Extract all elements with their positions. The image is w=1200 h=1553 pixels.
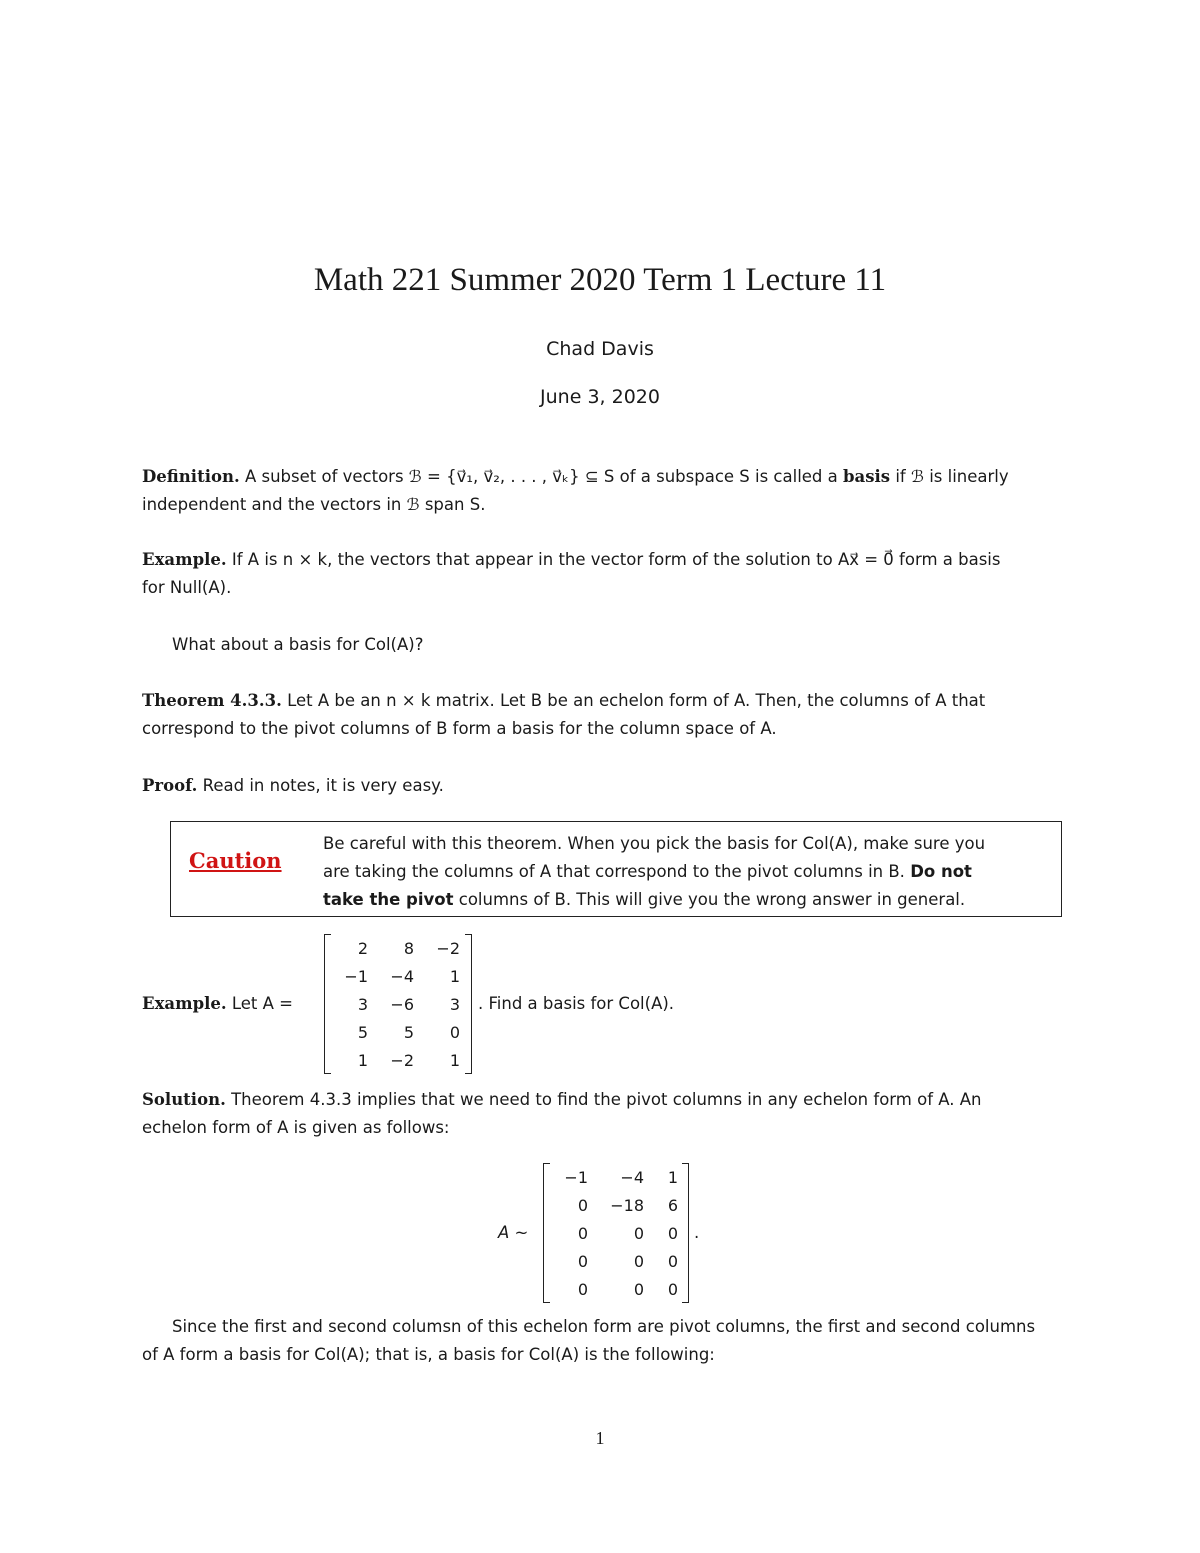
matrix-echelon-cell-3-0: 0 [577,1252,588,1271]
matrix-echelon-right-bracket [682,1163,689,1303]
matrix-echelon-cell-1-2: 6 [667,1196,678,1215]
caution-line-2-bold: Do not [910,862,972,881]
matrix-a-cell-2-2: 3 [449,995,460,1014]
definition-text-1-end: if ℬ is linearly [895,467,1009,486]
solution-label: Solution. [142,1090,226,1109]
example2-label: Example. [142,994,227,1013]
caution-label: Caution [189,848,282,873]
matrix-echelon-cell-0-1: −4 [620,1168,644,1187]
proof-text: Read in notes, it is very easy. [202,776,444,795]
proof-label: Proof. [142,776,198,795]
matrix-a-cell-4-0: 1 [357,1051,368,1070]
caution-line-1: Be careful with this theorem. When you pick the basis for Col(A), make sure you [323,834,986,853]
solution-text-1: Theorem 4.3.3 implies that we need to find the pivot columns in any echelon form of A. An [231,1090,982,1109]
matrix-echelon-cell-2-1: 0 [633,1224,644,1243]
definition-label: Definition. [142,467,240,486]
matrix-a-cell-0-2: −2 [436,939,460,958]
matrix-a-cell-2-0: 3 [357,995,368,1014]
caution-line-3: columns of B. This will give you the wrong answer in general. [458,890,966,909]
theorem-text-2: correspond to the pivot columns of B form a basis for the column space of A. [142,719,777,738]
matrix-echelon-cell-4-0: 0 [577,1280,588,1299]
definition-bold-word: basis [843,467,891,486]
matrix-a-cell-3-1: 5 [403,1023,414,1042]
example1-label: Example. [142,550,227,569]
matrix-echelon-cell-4-2: 0 [667,1280,678,1299]
matrix-echelon-cell-2-0: 0 [577,1224,588,1243]
matrix-a-left-bracket [324,934,331,1074]
caution-line-2: are taking the columns of A that correspond to the pivot columns in B. [323,862,905,881]
caution-text [323,830,1043,914]
example2-tail: . Find a basis for Col(A). [478,994,675,1013]
matrix-echelon-cell-2-2: 0 [667,1224,678,1243]
matrix-a-cell-4-2: 1 [449,1051,460,1070]
matrix-a-cell-0-1: 8 [403,939,414,958]
caution-box [170,821,1062,917]
theorem-paragraph [142,687,1060,743]
matrix-echelon-left-bracket [543,1163,550,1303]
theorem-label: Theorem 4.3.3. [142,691,282,710]
matrix-a-cell-1-2: 1 [449,967,460,986]
conclusion-text-1: Since the first and second columsn of this echelon form are pivot columns, the first and second columns [172,1317,1036,1336]
matrix-a-cell-1-0: −1 [344,967,368,986]
matrix-echelon-cell-0-2: 1 [667,1168,678,1187]
matrix-a [336,935,460,1075]
definition-paragraph [142,463,1060,519]
caution-line-3-bold: take the pivot [323,890,454,909]
theorem-text-1: Let A be an n × k matrix. Let B be an echelon form of A. Then, the columns of A that [287,691,986,710]
question-text: What about a basis for Col(A)? [172,635,424,654]
example2-lead [142,990,293,1018]
echelon-period: . [694,1223,700,1242]
solution-text-2: echelon form of A is given as follows: [142,1118,450,1137]
date: June 3, 2020 [540,386,660,408]
matrix-echelon-cell-0-0: −1 [564,1168,588,1187]
matrix-a-cell-1-1: −4 [390,967,414,986]
proof-paragraph [142,772,1060,800]
example1-text-2: for Null(A). [142,578,232,597]
matrix-a-cell-0-0: 2 [357,939,368,958]
matrix-a-cell-2-1: −6 [390,995,414,1014]
solution-paragraph [142,1086,1060,1142]
document-title: Math 221 Summer 2020 Term 1 Lecture 11 [313,262,887,298]
definition-text-1: A subset of vectors ℬ = {v⃗₁, v⃗₂, . . . , v⃗ₖ} ⊆ S of a subspace S is called a [244,467,838,486]
matrix-a-cell-3-0: 5 [357,1023,368,1042]
matrix-echelon-cell-3-2: 0 [667,1252,678,1271]
matrix-echelon-cell-3-1: 0 [633,1252,644,1271]
question-paragraph [172,631,1052,659]
echelon-lhs: A ∼ [498,1223,529,1242]
page-number: 1 [595,1428,605,1448]
conclusion-text-2: of A form a basis for Col(A); that is, a basis for Col(A) is the following: [142,1345,715,1364]
definition-text-2: independent and the vectors in ℬ span S. [142,495,486,514]
matrix-echelon-cell-1-1: −18 [610,1196,644,1215]
example2-lead-text: Let A = [231,994,294,1013]
matrix-echelon-cell-4-1: 0 [633,1280,644,1299]
matrix-a-right-bracket [465,934,472,1074]
matrix-a-cell-3-2: 0 [449,1023,460,1042]
author: Chad Davis [546,338,654,360]
example1-text-1: If A is n × k, the vectors that appear in the vector form of the solution to Ax⃗ = 0⃗ form a basis [231,550,1001,569]
example1-paragraph [142,546,1060,602]
matrix-echelon [552,1164,678,1304]
conclusion-paragraph [142,1313,1060,1369]
matrix-echelon-cell-1-0: 0 [577,1196,588,1215]
matrix-a-cell-4-1: −2 [390,1051,414,1070]
